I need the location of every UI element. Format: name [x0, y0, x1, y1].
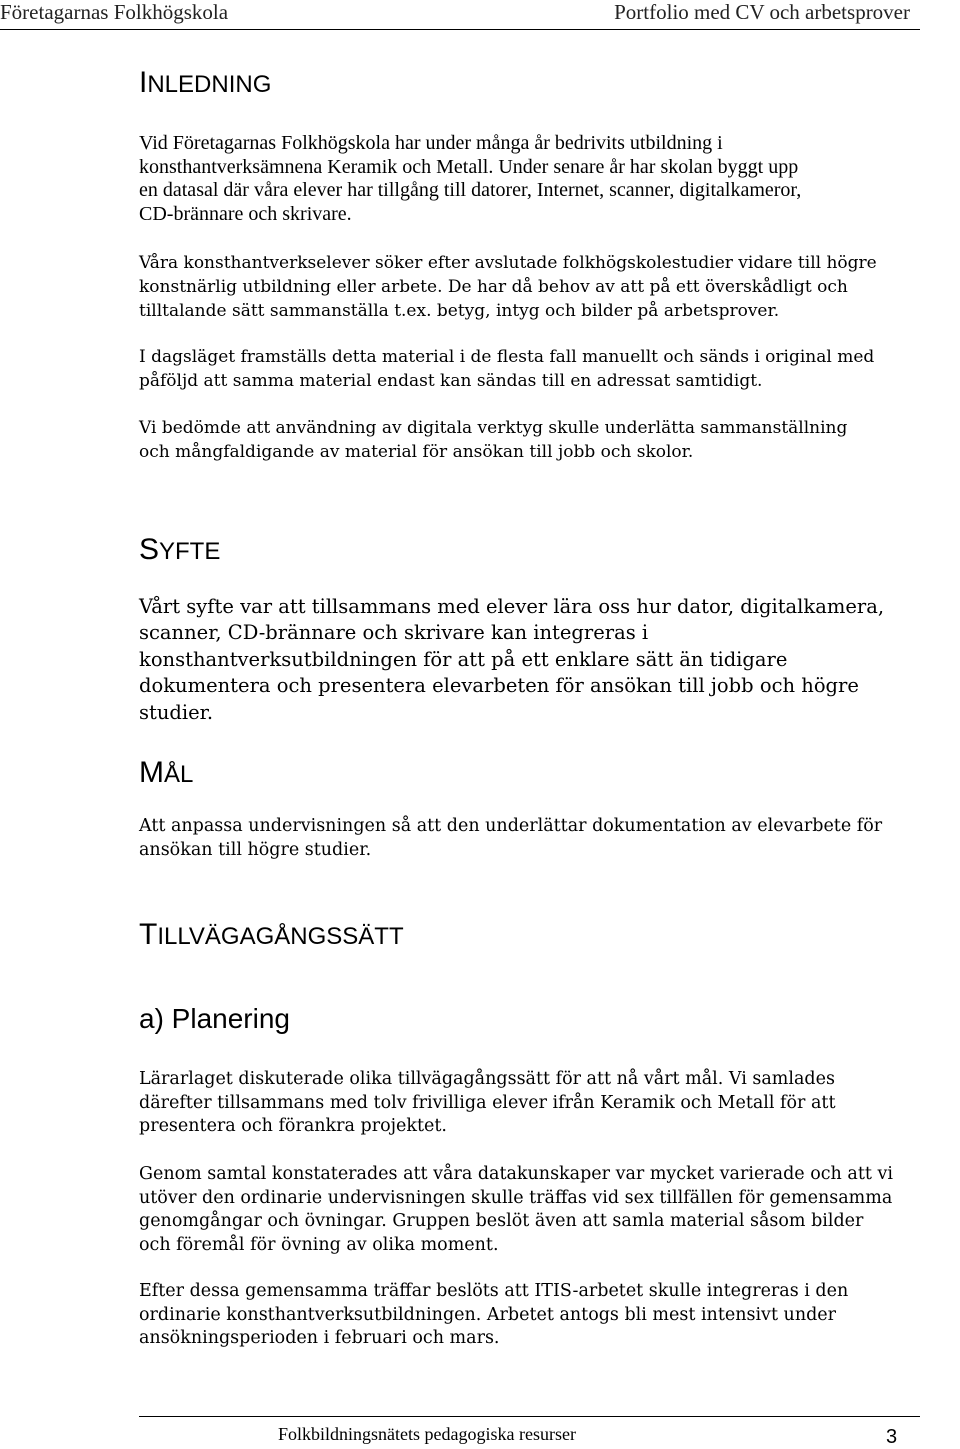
paragraph-inledning-4: Vi bedömde att användning av digitala verktyg skulle underlätta sammanställning och mångfaldigande av material för ansökan till jobb och skolor.	[139, 418, 848, 462]
footer-divider	[139, 1416, 920, 1417]
page-number: 3	[886, 1426, 898, 1448]
paragraph-syfte-1: Vårt syfte var att tillsammans med elever lära oss hur dator, digitalkamera, scanner, CD-brännare och skrivare kan integreras i konsthantverksutbildningen för att på ett enklare sätt än tidigare dokumentera och presentera elevarbeten för ansökan till jobb och högre studier.	[139, 595, 885, 724]
paragraph-mal-1: Att anpassa undervisningen så att den underlättar dokumentation av elevarbete för ansökan till högre studier.	[139, 816, 883, 860]
paragraph-planering-2: Genom samtal konstaterades att våra datakunskaper var mycket varierade och att vi utöver den ordinarie undervisningen skulle träffas vid sex tillfällen för gemensamma genomgångar och övningar. Gruppen beslöt även att samla material såsom bilder och föremål för övning av olika moment.	[139, 1164, 893, 1255]
header-divider	[0, 29, 920, 30]
running-header	[0, 0, 960, 28]
paragraph-inledning-2: Våra konsthantverkselever söker efter avslutade folkhögskolestudier vidare till högre konstnärlig utbildning eller arbete. De har då behov av att på ett överskådligt och tilltalande sätt sammanställa t.ex. betyg, intyg och bilder på arbetsprover.	[139, 253, 877, 321]
paragraph-planering-1: Lärarlaget diskuterade olika tillvägagångssätt för att nå vårt mål. Vi samlades därefter tillsammans med tolv frivilliga elever ifrån Keramik och Metall för att presentera och förankra projektet.	[139, 1069, 836, 1136]
paragraph-inledning-1: Vid Företagarnas Folkhögskola har under många år bedrivits utbildning i konsthantverksämnena Keramik och Metall. Under senare år har skolan byggt upp en datasal där våra elever har tillgång till datorer, Internet, scanner, digitalkameror, CD-brännare och skrivare.	[139, 132, 802, 225]
subheading-planering: a) Planering	[139, 1003, 290, 1034]
heading-mal: MÅL	[139, 756, 194, 789]
paragraph-inledning-3: I dagsläget framställs detta material i de flesta fall manuellt och sänds i original med påföljd att samma material endast kan sändas till en adressat samtidigt.	[139, 347, 875, 391]
heading-inledning: INLEDNING	[139, 66, 272, 99]
heading-tillvagagangssatt: TILLVÄGAGÅNGSSÄTT	[139, 918, 404, 951]
header-document-title: Portfolio med CV och arbetsprover	[614, 0, 910, 24]
footer-source: Folkbildningsnätets pedagogiska resurser	[278, 1424, 576, 1444]
paragraph-planering-3: Efter dessa gemensamma träffar beslöts att ITIS-arbetet skulle integreras i den ordinarie konsthantverksutbildningen. Arbetet antogs bli mest intensivt under ansökningsperioden i februari och mars.	[139, 1281, 849, 1348]
heading-syfte: SYFTE	[139, 533, 221, 566]
header-school-name: Företagarnas Folkhögskola	[0, 0, 229, 24]
